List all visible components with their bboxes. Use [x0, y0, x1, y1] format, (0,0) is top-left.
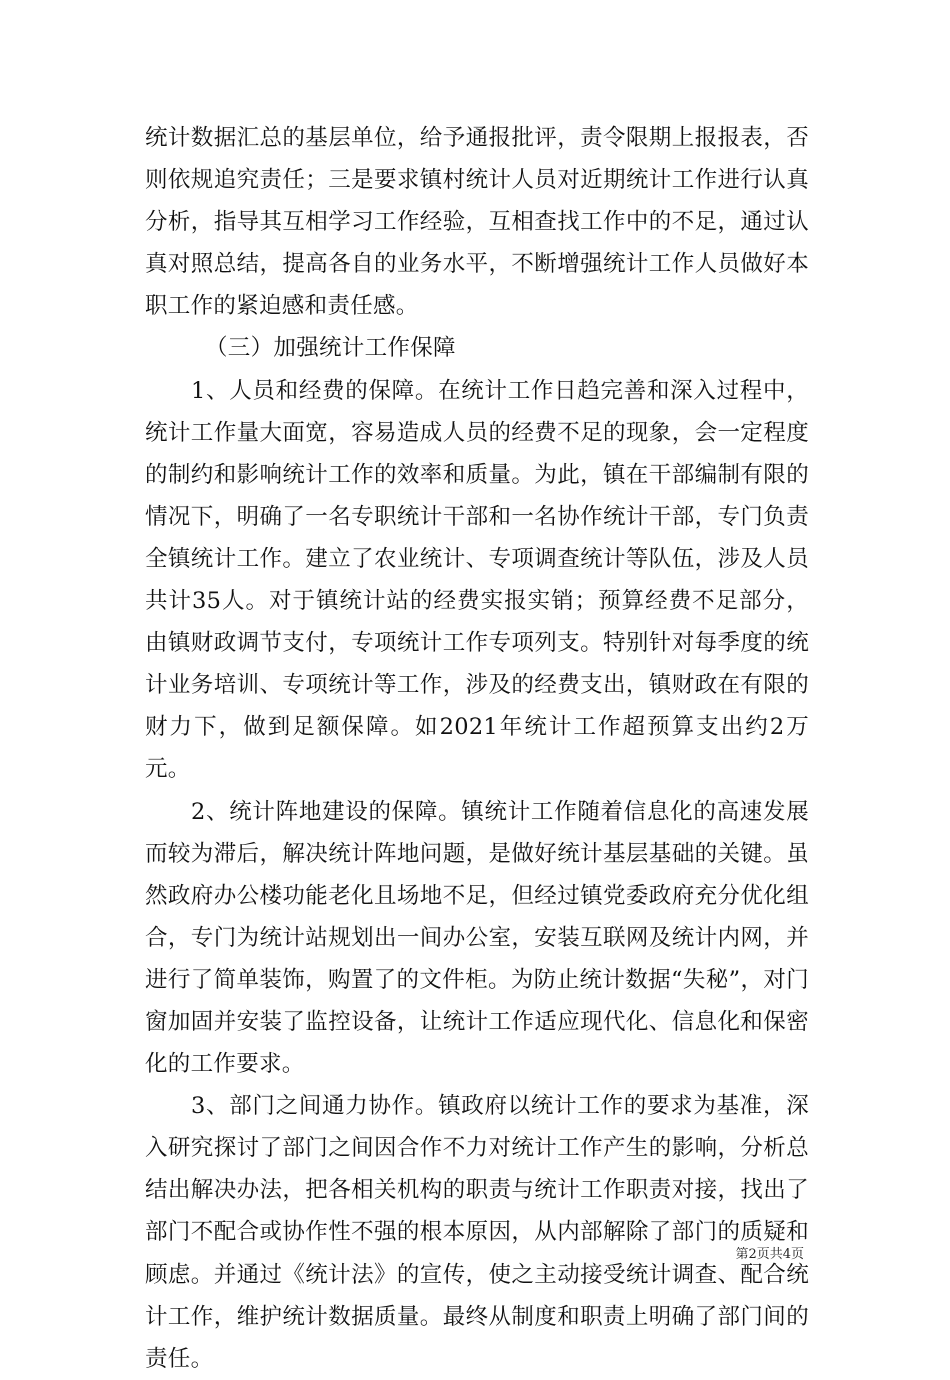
paragraph-personnel-funding: 1、人员和经费的保障。在统计工作日趋完善和深入过程中，统计工作量大面宽，容易造成人员的经费不足的现象，会一定程度的制约和影响统计工作的效率和质量。为此，镇在干部编制有限的情况下，明确了一名专职统计干部和一名协作统计干部，专门负责全镇统计工作。建立了农业统计、专项调查统计等队伍，涉及人员共计35人。对于镇统计站的经费实报实销；预算经费不足部分，由镇财政调节支付，专项统计工作专项列支。特别针对每季度的统计业务培训、专项统计等工作，涉及的经费支出，镇财政在有限的财力下，做到足额保障。如2021年统计工作超预算支出约2万元。: [145, 377, 809, 783]
paragraph-position-construction: 2、统计阵地建设的保障。镇统计工作随着信息化的高速发展而较为滞后，解决统计阵地问题，是做好统计基层基础的关键。虽然政府办公楼功能老化且场地不足，但经过镇党委政府充分优化组合，专门为统计站规划出一间办公室，安装互联网及统计内网，并进行了简单装饰，购置了的文件柜。为防止统计数据“失秘”，对门窗加固并安装了监控设备，让统计工作适应现代化、信息化和保密化的工作要求。: [145, 798, 809, 1078]
paragraph-continuation: 统计数据汇总的基层单位，给予通报批评，责令限期上报报表，否则依规追究责任；三是要求镇村统计人员对近期统计工作进行认真分析，指导其互相学习工作经验，互相查找工作中的不足，通过认真对照总结，提高各自的业务水平，不断增强统计工作人员做好本职工作的紧迫感和责任感。: [145, 125, 809, 320]
page-number: 第2页共4页: [735, 1247, 804, 1262]
paragraph-department-cooperation: 3、部门之间通力协作。镇政府以统计工作的要求为基准，深入研究探讨了部门之间因合作不力对统计工作产生的影响，分析总结出解决办法，把各相关机构的职责与统计工作职责对接，找出了部门不配合或协作性不强的根本原因，从内部解除了部门的质疑和顾虑。并通过《统计法》的宣传，使之主动接受统计调查、配合统计工作，维护统计数据质量。最终从制度和职责上明确了部门间的责任。: [145, 1093, 809, 1372]
document-body: [145, 117, 809, 1380]
section-heading: （三）加强统计工作保障: [205, 335, 456, 362]
